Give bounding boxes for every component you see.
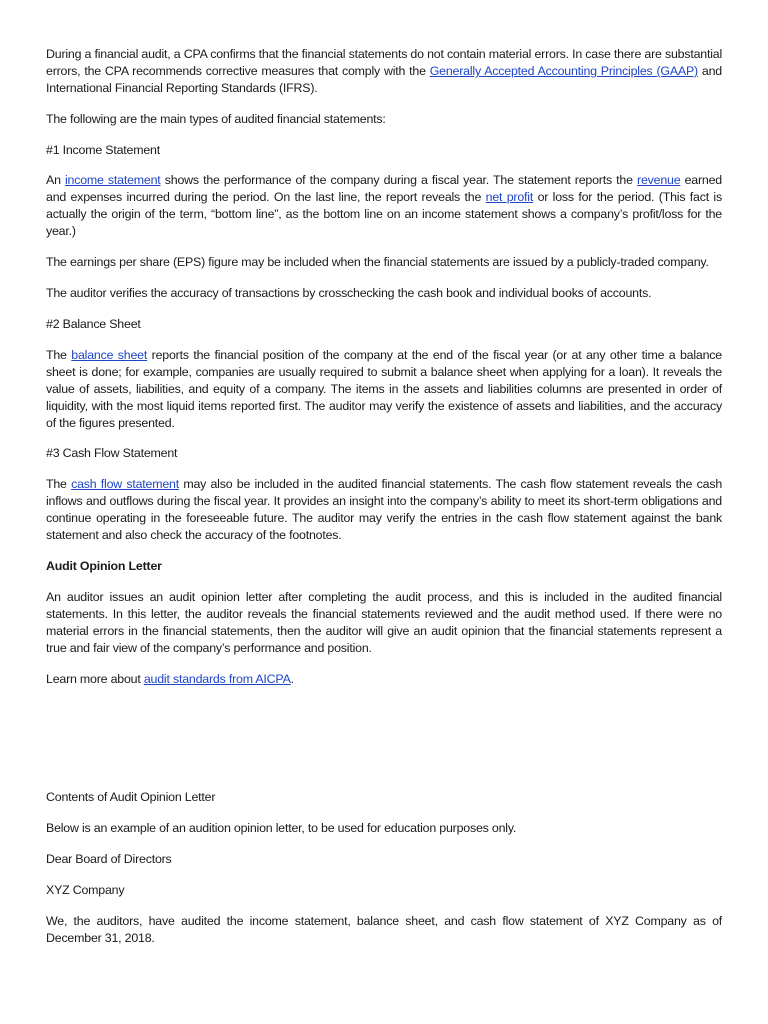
cash-flow-paragraph: The cash flow statement may also be included in the audited financial statements. The cash flow statement reveals the cash inflows and outflows during the fiscal year. It provides an insight into the company’s ability to meet its short-term obligations and continue operating in the foreseeable future. The auditor may verify the entries in the cash flow statement against the bank statement and also check the accuracy of the footnotes. bbox=[46, 477, 723, 543]
document-body bbox=[46, 46, 722, 960]
aicpa-standards-link[interactable]: audit standards from AICPA bbox=[143, 671, 291, 686]
eps-paragraph: The earnings per share (EPS) figure may be included when the financial statements are issued by a publicly-traded company. bbox=[46, 255, 709, 270]
spacer bbox=[46, 701, 722, 789]
example-paragraph: Below is an example of an audition opinion letter, to be used for education purposes only. bbox=[46, 821, 517, 836]
net-profit-link[interactable]: net profit bbox=[485, 190, 534, 205]
auditor-verifies-paragraph: The auditor verifies the accuracy of transactions by crosschecking the cash book and individual books of accounts. bbox=[46, 285, 652, 300]
contents-heading: Contents of Audit Opinion Letter bbox=[46, 790, 216, 805]
audit-opinion-paragraph: An auditor issues an audit opinion letter after completing the audit process, and this is included in the audited financial statements. In this letter, the auditor reveals the financial statements reviewed and the audit method used. If there were no material errors in the financial statements, then the auditor will give an audit opinion that the financial statements represent a true and fair view of the company’s performance and position. bbox=[46, 589, 722, 655]
balance-sheet-paragraph: The balance sheet reports the financial position of the company at the end of the fiscal year (or at any other time a balance sheet is done; for example, companies are usually required to submit a balance sheet when applying for a loan). It reveals the value of assets, liabilities, and equity of a company. The items in the assets and liabilities columns are presented in order of liquidity, with the most liquid items reported first. The auditor may verify the existence of assets and liabilities, and the accuracy of the figures presented. bbox=[46, 347, 722, 430]
learn-more-paragraph: Learn more about audit standards from AICPA. bbox=[46, 671, 294, 686]
gaap-link[interactable]: Generally Accepted Accounting Principles (GAAP) bbox=[429, 64, 698, 78]
balance-sheet-heading: #2 Balance Sheet bbox=[46, 316, 141, 331]
cash-flow-heading: #3 Cash Flow Statement bbox=[46, 446, 178, 461]
company-name: XYZ Company bbox=[46, 882, 125, 897]
salutation: Dear Board of Directors bbox=[46, 851, 172, 866]
intro-paragraph: During a financial audit, a CPA confirms that the financial statements do not contain material errors. In case there are substantial errors, the CPA recommends corrective measures that comply with the Generally Accepted Accounting Principles (GAAP) and International Financial Reporting Standards (IFRS). bbox=[46, 47, 722, 95]
audit-opinion-heading: Audit Opinion Letter bbox=[46, 558, 162, 573]
income-statement-link[interactable]: income statement bbox=[64, 173, 161, 188]
income-statement-heading: #1 Income Statement bbox=[46, 142, 160, 157]
auditors-paragraph: We, the auditors, have audited the income statement, balance sheet, and cash flow statement of XYZ Company as of December 31, 2018. bbox=[46, 913, 722, 945]
types-intro-paragraph: The following are the main types of audited financial statements: bbox=[46, 111, 386, 126]
balance-sheet-link[interactable]: balance sheet bbox=[71, 347, 148, 362]
income-statement-paragraph: An income statement shows the performance of the company during a fiscal year. The statement reports the revenue earned and expenses incurred during the period. On the last line, the report reveals the net profit or loss for the period. (This fact is actually the origin of the term, “bottom line”, as the bottom line on an income statement shows a company’s profit/loss for the year.) bbox=[46, 173, 722, 239]
revenue-link[interactable]: revenue bbox=[637, 173, 681, 188]
cash-flow-statement-link[interactable]: cash flow statement bbox=[71, 477, 179, 492]
